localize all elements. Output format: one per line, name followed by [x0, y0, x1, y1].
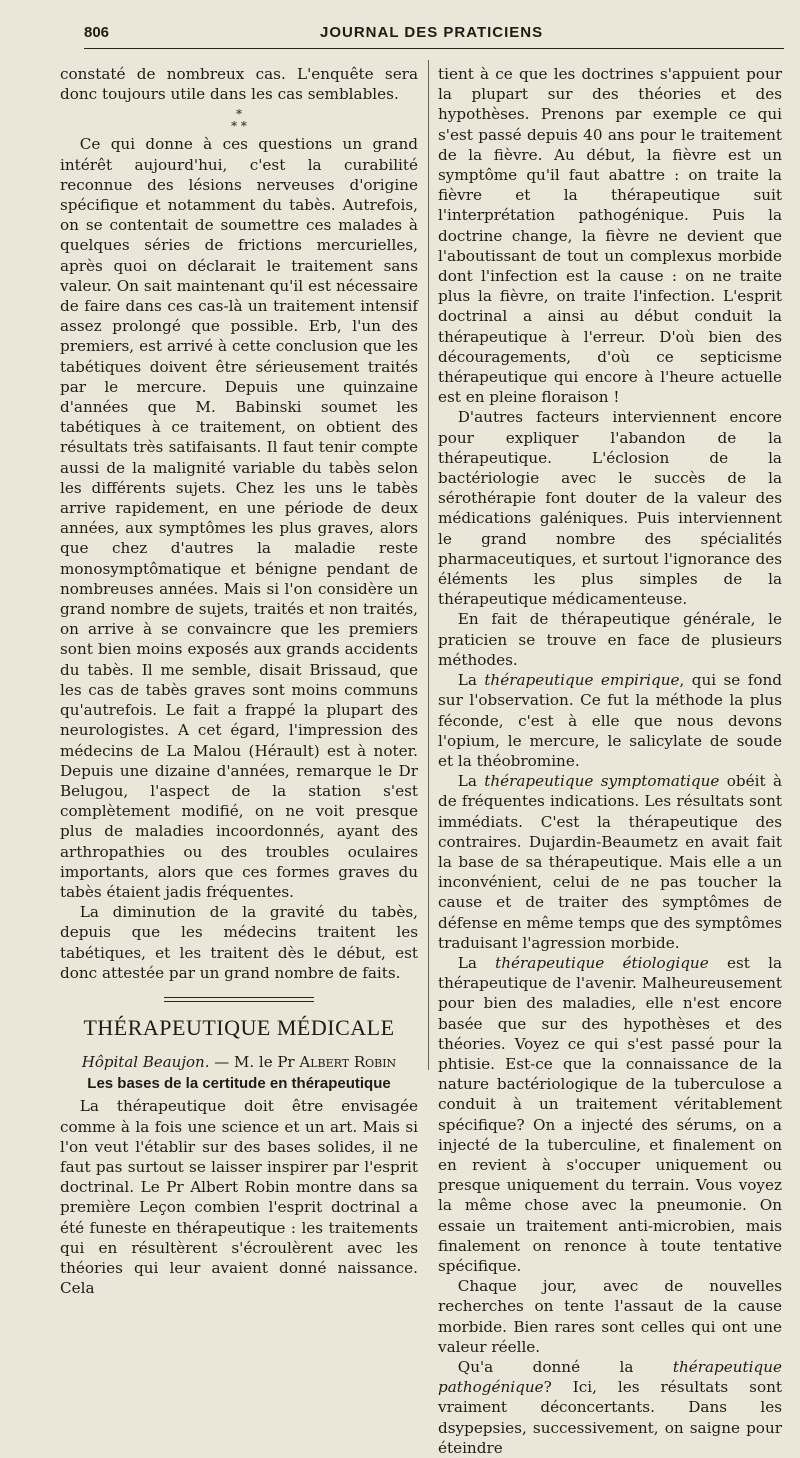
- left-column: [60, 64, 418, 1298]
- emphasis: thérapeutique symptomatique: [484, 772, 720, 791]
- paragraph: Qu'a donné la thérapeutique pathogénique? Ici, les résultats sont vraiment déconcertants. Dans les dsypepsies, successivement, on saigne pour éteindre: [438, 1358, 782, 1457]
- emphasis: thérapeutique étiologique: [495, 953, 709, 972]
- section-title: THÉRAPEUTIQUE MÉDICALE: [83, 1014, 395, 1040]
- page-header: [84, 22, 784, 46]
- article-byline: [60, 1052, 418, 1072]
- emphasis: thérapeutique empirique: [484, 671, 680, 690]
- paragraph: La thérapeutique doit être envisagée comme à la fois une science et un art. Mais si l'on veut l'établir sur des bases solides, il ne faut pas surtout se laisser inspirer par l'esprit doctrinal. Le Pr Albert Robin montre dans sa première Leçon combien l'esprit doctrinal a été funeste en thérapeutique : les traitements qui en résultèrent s'écroulèrent avec les théories qui leur avaient donné naissance. Cela: [60, 1097, 418, 1298]
- header-rule: [84, 48, 784, 49]
- paragraph: constaté de nombreux cas. L'enquête sera donc toujours utile dans les cas semblables.: [60, 65, 418, 104]
- paragraph: La thérapeutique étiologique est la thérapeutique de l'avenir. Malheureusement pour bien des maladies, elle n'est encore basée que sur des hypothèses et des théories. Voyez ce qui s'est passé pour la phtisie. Est-ce que la connaissance de la nature bactériologique de la tuberculose a conduit à un traitement véritablement spécifique? On a injecté des sérums, on a injecté de la tuberculine, et finalement on en revient à s'occuper uniquement ou presque uniquement du terrain. Vous voyez la même chose avec la pneumonie. On essaie un traitement anti-microbien, mais finalement on renonce à toute tentative spécifique.: [438, 953, 783, 1275]
- page-number: 806: [84, 24, 110, 41]
- byline-title: — M. le Pr: [209, 1052, 300, 1071]
- paragraph: D'autres facteurs interviennent encore pour expliquer l'abandon de la thérapeutique. L'éclosion de la bactériologie avec le succès de la sérothérapie font douter de la valeur des médications galéniques. Puis interviennent le grand nombre des spécialités pharmaceutiques, et surtout l'ignorance des éléments les plus simples de la thérapeutique médicamenteuse.: [438, 408, 782, 609]
- paragraph: En fait de thérapeutique générale, le praticien se trouve en face de plusieurs méthodes.: [438, 610, 782, 669]
- emphasis: thérapeutique pathogénique: [438, 1358, 782, 1397]
- right-column: [438, 64, 782, 1458]
- paragraph: Chaque jour, avec de nouvelles recherches on tente l'assaut de la cause morbide. Bien rares sont celles qui ont une valeur réelle.: [438, 1277, 782, 1356]
- section-separator: [164, 997, 314, 1002]
- asterism-divider: * * *: [231, 107, 247, 134]
- article-title: Les bases de la certitude en thérapeutique: [87, 1075, 391, 1093]
- paragraph: La diminution de la gravité du tabès, depuis que les médecins traitent les tabétiques, et les traitent dès le début, est donc attestée par un grand nombre de faits.: [60, 903, 418, 982]
- running-title: JOURNAL DES PRATICIENS: [320, 24, 544, 41]
- paragraph: La thérapeutique empirique, qui se fond sur l'observation. Ce fut la méthode la plus féconde, c'est à elle que nous devons l'opium, le mercure, le salicylate de soude et la théobromine.: [438, 671, 782, 770]
- byline-hospital: Hôpital Beaujon.: [81, 1052, 210, 1071]
- paragraph: Ce qui donne à ces questions un grand intérêt aujourd'hui, c'est la curabilité reconnue des lésions nerveuses d'origine spécifique et notamment du tabès. Autrefois, on se contentait de soumettre ces malades à quelques séries de frictions mercurielles, après quoi on déclarait le traitement sans valeur. On sait maintenant qu'il est nécessaire de faire dans ces cas-là un traitement intensif assez prolongé que possible. Erb, l'un des premiers, est arrivé à cette conclusion que les tabétiques doivent être sérieusement traités par le mercure. Depuis une quinzaine d'années que M. Babinski soumet les tabétiques à ce traitement, on obtient des résultats très satifaisants. Il faut tenir compte aussi de la malignité variable du tabès selon les différents sujets. Chez les uns le tabès arrive rapidement, en une période de deux années, aux symptômes les plus graves, alors que chez d'autres la maladie reste monosymptômatique et bénigne pendant de nombreuses années. Mais si l'on considère un grand nombre de sujets, traités et non traités, on arrive à se convaincre que les premiers sont bien moins exposés aux grands accidents du tabès. Il me semble, disait Brissaud, que les cas de tabès graves sont moins communs qu'autrefois. Le fait a frappé la plupart des neurologistes. A cet égard, l'impression des médecins de La Malou (Hérault) est à noter. Depuis une dizaine d'années, remarque le Dr Belugou, l'aspect de la station s'est complètement modifié, on ne voit presque plus de maladies incoordonnés, ayant des arthropathies ou des troubles oculaires importants, alors que ces formes graves du tabès étaient jadis fréquentes.: [60, 135, 418, 901]
- byline-author: Albert Robin: [299, 1052, 397, 1071]
- paragraph: La thérapeutique symptomatique obéit à de fréquentes indications. Les résultats sont immédiats. C'est la thérapeutique des contraires. Dujardin-Beaumetz en avait fait la base de sa thérapeutique. Mais elle a un inconvénient, celui de ne pas toucher la cause et de traiter des symptômes de défense en même temps que des symptômes traduisant l'agression morbide.: [438, 772, 782, 952]
- paragraph: tient à ce que les doctrines s'appuient pour la plupart sur des théories et des hypothèses. Prenons par exemple ce qui s'est passé depuis 40 ans pour le traitement de la fièvre. Au début, la fièvre est un symptôme qu'il faut abattre : on traite la fièvre et la thérapeutique suit l'interprétation pathogénique. Puis la doctrine change, la fièvre ne devient que l'aboutissant de tout un complexus morbide dont l'infection est la cause : on ne traite plus la fièvre, on traite l'infection. L'esprit doctrinal a ainsi au début conduit la thérapeutique à l'erreur. D'où bien des découragements, d'où ce septicisme thérapeutique qui encore à l'heure actuelle est en pleine floraison !: [438, 65, 782, 407]
- column-divider: [428, 60, 429, 1070]
